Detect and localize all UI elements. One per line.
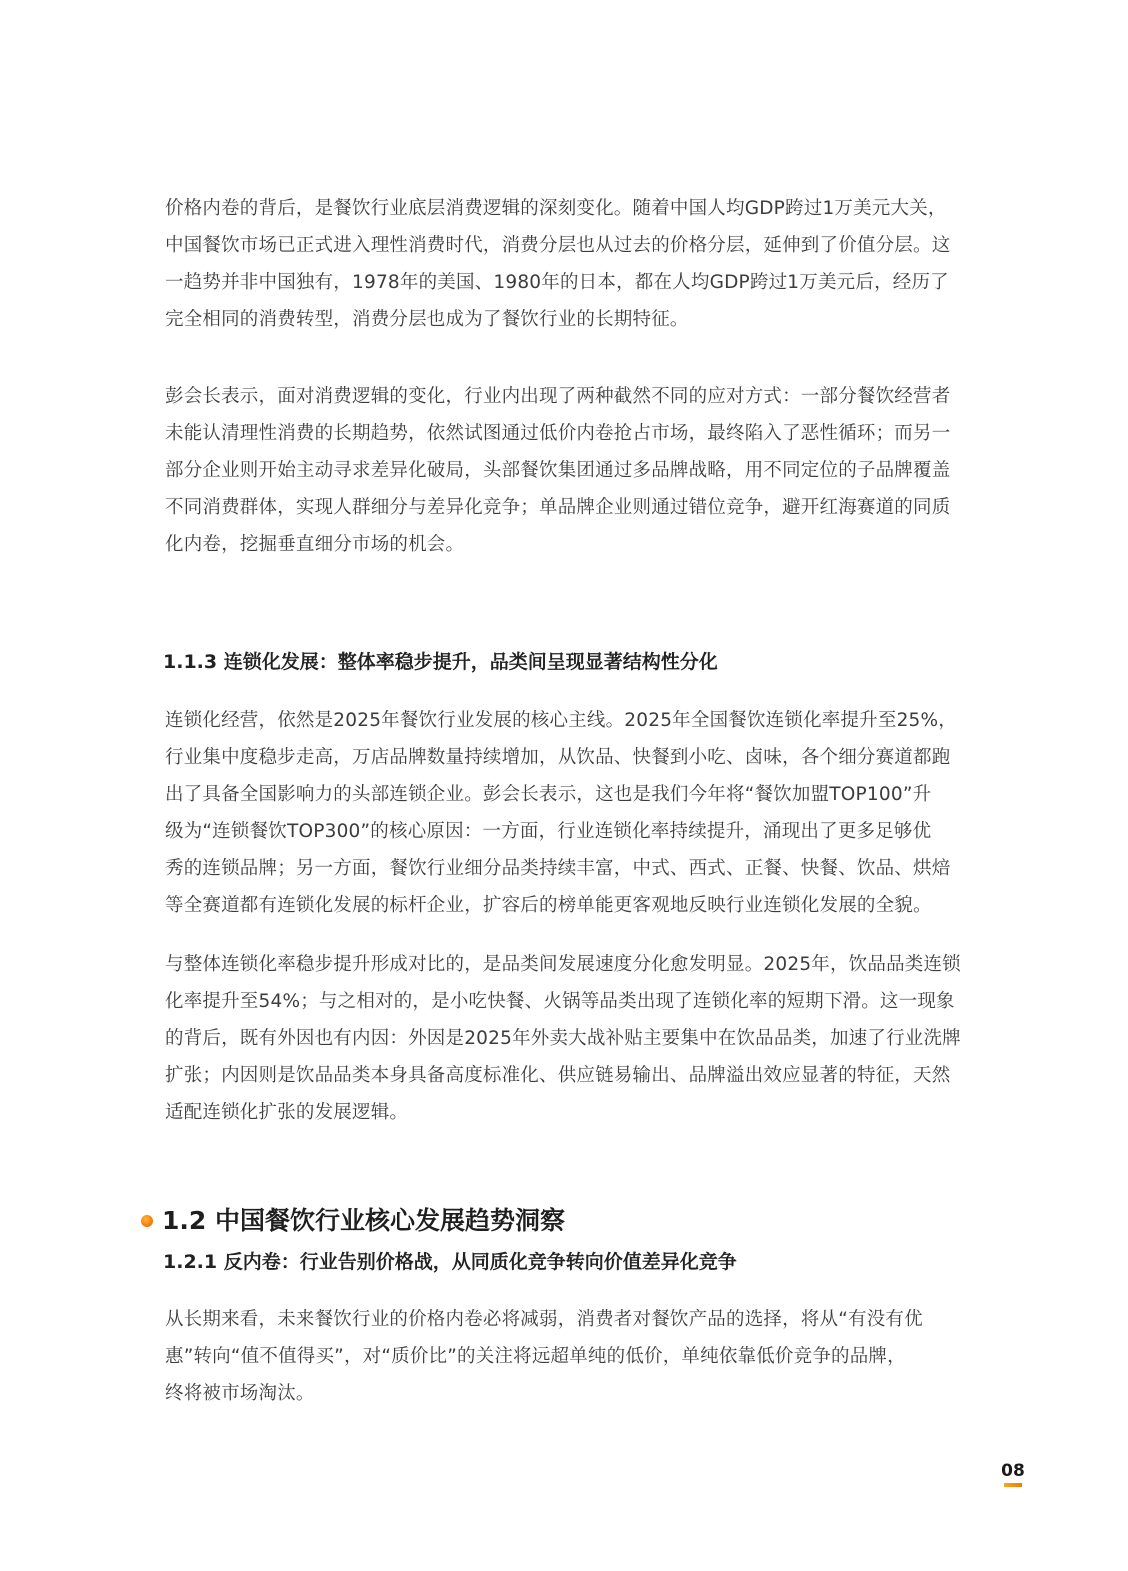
- paragraph-line: 出了具备全国影响力的头部连锁企业。彭会长表示，这也是我们今年将“餐饮加盟TOP100”升: [165, 784, 932, 805]
- paragraph-anti-involution: [165, 1301, 965, 1412]
- paragraph-line: 秀的连锁品牌；另一方面，餐饮行业细分品类持续丰富，中式、西式、正餐、快餐、饮品、烘焙: [165, 858, 951, 879]
- paragraph-line: 从长期来看，未来餐饮行业的价格内卷必将减弱，消费者对餐饮产品的选择，将从“有没有优: [165, 1309, 923, 1330]
- section-heading-1-2: [141, 1204, 565, 1238]
- paragraph-line: 中国餐饮市场已正式进入理性消费时代，消费分层也从过去的价格分层，延伸到了价值分层。这: [165, 235, 951, 256]
- paragraph-line: 的背后，既有外因也有内因：外因是2025年外卖大战补贴主要集中在饮品品类，加速了行业洗牌: [165, 1028, 961, 1049]
- paragraph-line: 价格内卷的背后，是餐饮行业底层消费逻辑的深刻变化。随着中国人均GDP跨过1万美元大关，: [165, 198, 947, 219]
- paragraph-line: 未能认清理性消费的长期趋势，依然试图通过低价内卷抢占市场，最终陷入了恶性循环；而另一: [165, 423, 951, 444]
- section-heading-1-2-text: 1.2 中国餐饮行业核心发展趋势洞察: [162, 1206, 565, 1235]
- paragraph-line: 惠”转向“值不值得买”，对“质价比”的关注将远超单纯的低价，单纯依靠低价竞争的品牌，: [165, 1346, 906, 1367]
- paragraph-line: 一趋势并非中国独有，1978年的美国、1980年的日本，都在人均GDP跨过1万美元后，经历了: [165, 272, 949, 293]
- paragraph-line: 化率提升至54%；与之相对的，是小吃快餐、火锅等品类出现了连锁化率的短期下滑。这一现象: [165, 991, 955, 1012]
- paragraph-line: 部分企业则开始主动寻求差异化破局，头部餐饮集团通过多品牌战略，用不同定位的子品牌覆盖: [165, 460, 951, 481]
- paragraph-consumption-logic: [165, 190, 965, 338]
- paragraph-line: 与整体连锁化率稳步提升形成对比的，是品类间发展速度分化愈发明显。2025年，饮品品类连锁: [165, 954, 961, 975]
- paragraph-line: 扩张；内因则是饮品品类本身具备高度标准化、供应链易输出、品牌溢出效应显著的特征，天然: [165, 1065, 951, 1086]
- paragraph-category-divergence: [165, 946, 965, 1131]
- paragraph-line: 行业集中度稳步走高，万店品牌数量持续增加，从饮品、快餐到小吃、卤味，各个细分赛道都跑: [165, 747, 951, 768]
- paragraph-chain-development: [165, 702, 965, 924]
- paragraph-line: 终将被市场淘汰。: [165, 1383, 315, 1404]
- paragraph-line: 连锁化经营，依然是2025年餐饮行业发展的核心主线。2025年全国餐饮连锁化率提升至25%，: [165, 710, 957, 731]
- paragraph-line: 级为“连锁餐饮TOP300”的核心原因：一方面，行业连锁化率持续提升，涌现出了更多足够优: [165, 821, 932, 842]
- page-number: 08: [1001, 1461, 1025, 1481]
- paragraph-line: 完全相同的消费转型，消费分层也成为了餐饮行业的长期特征。: [165, 309, 689, 330]
- paragraph-line: 等全赛道都有连锁化发展的标杆企业，扩容后的榜单能更客观地反映行业连锁化发展的全貌。: [165, 895, 932, 916]
- orange-dot-icon: [141, 1215, 153, 1227]
- paragraph-line: 适配连锁化扩张的发展逻辑。: [165, 1102, 409, 1123]
- paragraph-line: 不同消费群体，实现人群细分与差异化竞争；单品牌企业则通过错位竞争，避开红海赛道的同质: [165, 497, 951, 518]
- paragraph-line: 彭会长表示，面对消费逻辑的变化，行业内出现了两种截然不同的应对方式：一部分餐饮经营者: [165, 386, 951, 407]
- section-heading-1-2-1: 1.2.1 反内卷：行业告别价格战，从同质化竞争转向价值差异化竞争: [163, 1251, 737, 1273]
- paragraph-line: 化内卷，挖掘垂直细分市场的机会。: [165, 534, 465, 555]
- section-heading-1-1-3: 1.1.3 连锁化发展：整体率稳步提升，品类间呈现显著结构性分化: [163, 651, 718, 673]
- paragraph-industry-response: [165, 378, 965, 563]
- page-number-underline-bar: [1004, 1483, 1022, 1487]
